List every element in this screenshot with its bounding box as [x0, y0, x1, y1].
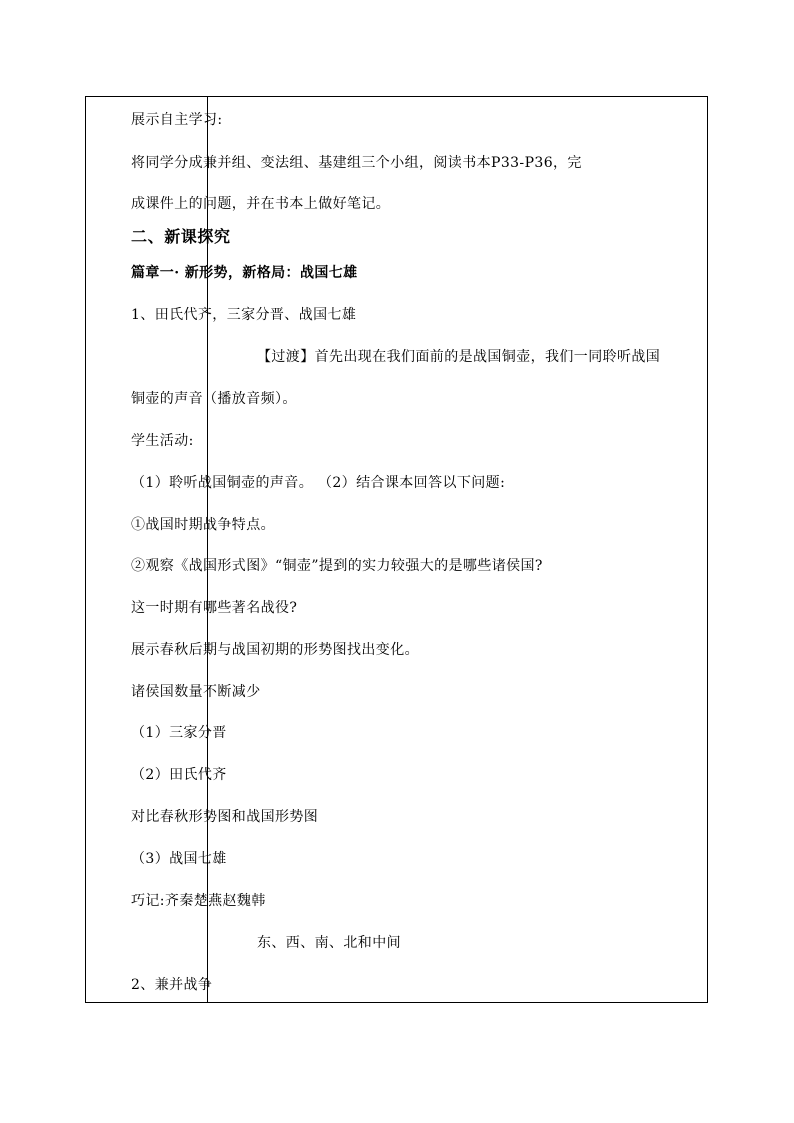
text-line: 铜壶的声音（播放音频）。 — [131, 391, 297, 407]
text-line: ②观察《战国形式图》“铜壶”提到的实力较强大的是哪些诸侯国? — [131, 558, 543, 574]
text-line: 这一时期有哪些著名战役? — [131, 600, 298, 616]
text-line: ①战国时期战争特点。 — [131, 517, 275, 533]
text-line: 将同学分成兼并组、变法组、基建组三个小组，阅读书本P33-P36，完 — [131, 155, 582, 171]
text-line: （3）战国七雄 — [131, 851, 227, 867]
text-line: 学生活动: — [131, 433, 194, 449]
text-line: 诸侯国数量不断减少 — [131, 684, 261, 700]
text-line: 2、兼并战争 — [131, 977, 213, 993]
table-right-cell — [208, 97, 707, 1002]
text-line: 巧记:齐秦楚燕赵魏韩 — [131, 893, 266, 909]
chapter-heading: 篇章一· 新形势，新格局：战国七雄 — [131, 265, 358, 281]
text-line: （1）聆听战国铜壶的声音。 （2）结合课本回答以下问题: — [131, 475, 506, 491]
text-line: （2）田氏代齐 — [131, 767, 227, 783]
text-line: 【过渡】首先出现在我们面前的是战国铜壶，我们一同聆听战国 — [257, 349, 661, 365]
text-line: 对比春秋形势图和战国形势图 — [131, 809, 319, 825]
text-line: 展示自主学习: — [131, 112, 223, 128]
text-line: 1、田氏代齐，三家分晋、战国七雄 — [131, 307, 357, 323]
text-line: 成课件上的问题，并在书本上做好笔记。 — [131, 196, 391, 212]
section-heading: 二、新课探究 — [131, 227, 231, 246]
text-line: 东、西、南、北和中间 — [257, 935, 401, 951]
text-line: 展示春秋后期与战国初期的形势图找出变化。 — [131, 642, 419, 658]
text-line: （1）三家分晋 — [131, 725, 227, 741]
